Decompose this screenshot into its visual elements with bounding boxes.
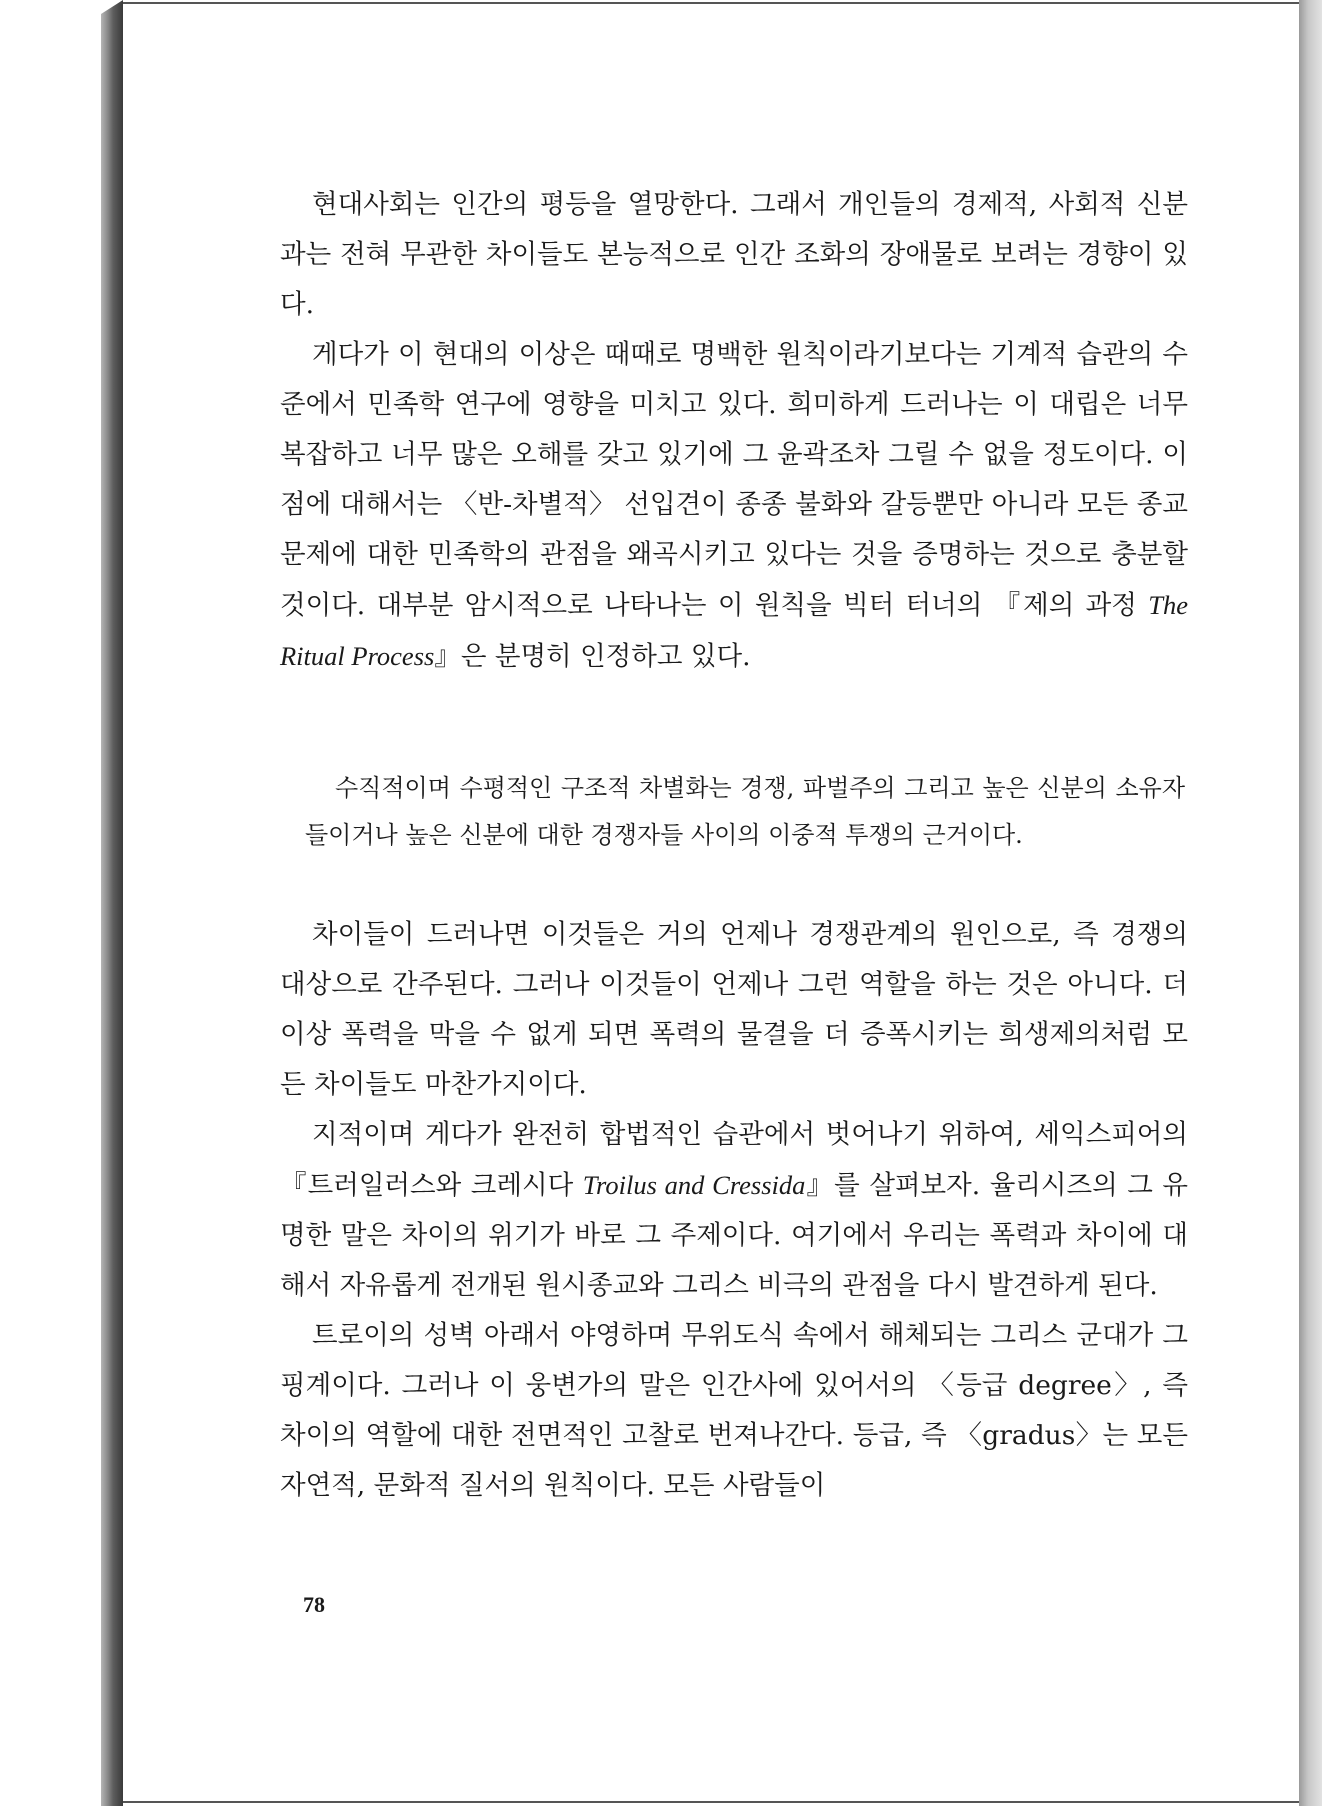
- page-corner: [101, 0, 123, 14]
- page-number: 78: [303, 1592, 325, 1617]
- book-spine: [101, 0, 123, 1806]
- page-edge: [1299, 0, 1322, 1806]
- body-text-top: [280, 180, 1188, 682]
- body-text-bottom: [280, 910, 1188, 1511]
- paragraph-5: 트로이의 성벽 아래서 야영하며 무위도식 속에서 해체되는 그리스 군대가 그 핑계이다. 그러나 이 웅변가의 말은 인간사에 있어서의 〈등급 degree〉, 즉 차이의 역할에 대한 전면적인 고찰로 번져나간다. 등급, 즉 〈gradus〉는 모든 자연적, 문화적 질서의 원칙이다. 모든 사람들이: [280, 1320, 1188, 1501]
- block-quote: 수직적이며 수평적인 구조적 차별화는 경쟁, 파벌주의 그리고 높은 신분의 소유자들이거나 높은 신분에 대한 경쟁자들 사이의 이중적 투쟁의 근거이다.: [305, 774, 1185, 849]
- paragraph-2: 게다가 이 현대의 이상은 때때로 명백한 원칙이라기보다는 기계적 습관의 수준에서 민족학 연구에 영향을 미치고 있다. 희미하게 드러나는 이 대립은 너무 복잡하고 너무 많은 오해를 갖고 있기에 그 윤곽조차 그릴 수 없을 정도이다. 이 점에 대해서는 〈반-차별적〉 선입견이 종종 불화와 갈등뿐만 아니라 모든 종교 문제에 대한 민족학의 관점을 왜곡시키고 있다는 것을 증명하는 것으로 충분할 것이다. 대부분 암시적으로 나타나는 이 원칙을 빅터 터너의 『제의 과정 The Ritual Process』은 분명히 인정하고 있다.: [280, 339, 1188, 672]
- paragraph-3: 차이들이 드러나면 이것들은 거의 언제나 경쟁관계의 원인으로, 즉 경쟁의 대상으로 간주된다. 그러나 이것들이 언제나 그런 역할을 하는 것은 아니다. 더 이상 폭력을 막을 수 없게 되면 폭력의 물결을 더 증폭시키는 희생제의처럼 모든 차이들도 마찬가지이다.: [280, 919, 1188, 1100]
- paragraph-1: 현대사회는 인간의 평등을 열망한다. 그래서 개인들의 경제적, 사회적 신분과는 전혀 무관한 차이들도 본능적으로 인간 조화의 장애물로 보려는 경향이 있다.: [280, 189, 1188, 320]
- paragraph-4: 지적이며 게다가 완전히 합법적인 습관에서 벗어나기 위하여, 세익스피어의 『트러일러스와 크레시다 Troilus and Cressida』를 살펴보자. 율리시즈의 그 유명한 말은 차이의 위기가 바로 그 주제이다. 여기에서 우리는 폭력과 차이에 대해서 자유롭게 전개된 원시종교와 그리스 비극의 관점을 다시 발견하게 된다.: [280, 1119, 1188, 1301]
